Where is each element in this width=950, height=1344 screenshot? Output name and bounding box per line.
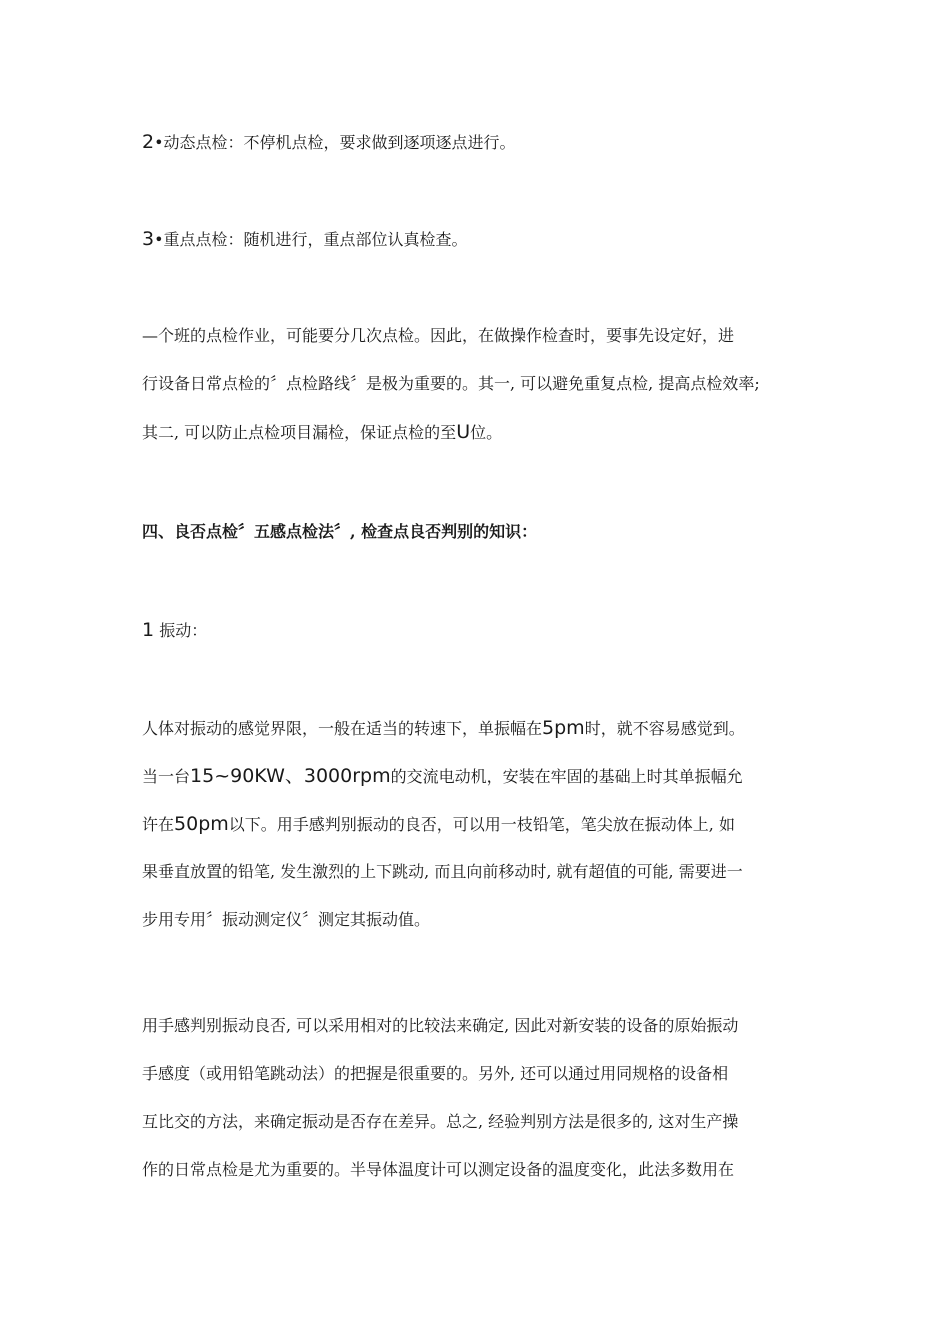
text-run: 其二, 可以防止点检项目漏检，保证点检的至 — [142, 423, 457, 442]
paragraph-line: 互比交的方法，来确定振动是否存在差异。总之, 经验判别方法是很多的, 这对生产操 — [142, 1112, 739, 1131]
text-run-latin: 15~90KW、3000rpm — [190, 765, 391, 787]
paragraph-line: 果垂直放置的铅笔, 发生激烈的上下跳动, 而且向前移动时, 就有超值的可能, 需要进一 — [142, 862, 743, 881]
paragraph-line — [142, 752, 822, 800]
section-heading — [142, 508, 822, 556]
text-run: 时，就不容易感觉到。 — [584, 719, 745, 738]
paragraph-line: 作的日常点检是尤为重要的。半导体温度计可以测定设备的温度变化，此法多数用在 — [142, 1160, 735, 1179]
subheading-vibration — [142, 606, 822, 654]
item-text: •重点点检：随机进行，重点部位认真检查。 — [154, 230, 468, 249]
item-text: •动态点检：不停机点检，要求做到逐项逐点进行。 — [154, 133, 516, 152]
text-run: 许在 — [142, 815, 175, 834]
text-run: 以下。用手感判别振动的良否，可以用一枝铅笔，笔尖放在振动体上, 如 — [228, 815, 735, 834]
text-run: 人体对振动的感觉界限，一般在适当的转速下，单振幅在 — [142, 719, 543, 738]
text-run-latin: 50pm — [174, 813, 229, 835]
paragraph-line: —个班的点检作业，可能要分几次点检。因此，在做操作检查时，要事先设定好，进 — [142, 326, 735, 345]
paragraph-line: 行设备日常点检的〞点检路线〞是极为重要的。其一, 可以避免重复点检, 提高点检效率; — [142, 374, 760, 393]
item-dynamic-inspection — [142, 118, 822, 166]
vibration-paragraph — [142, 704, 822, 944]
comparison-paragraph — [142, 1002, 822, 1194]
item-number: 3 — [142, 228, 155, 250]
subheading-text: 振动： — [159, 621, 208, 640]
text-run-latin: U — [456, 421, 471, 443]
item-key-inspection — [142, 215, 822, 263]
text-run: 位。 — [470, 423, 503, 442]
text-run: 当一台 — [142, 767, 191, 786]
inspection-route-paragraph — [142, 312, 822, 456]
section-heading-text: 四、良否点检〞五感点检法〞, 检查点良否判别的知识： — [142, 522, 538, 541]
paragraph-line — [142, 704, 822, 752]
paragraph-line: 手感度（或用铅笔跳动法）的把握是很重要的。另外, 还可以通过用同规格的设备相 — [142, 1064, 729, 1083]
text-run-latin: 5pm — [542, 717, 585, 739]
paragraph-line: 步用专用〞振动测定仪〞测定其振动值。 — [142, 910, 431, 929]
paragraph-line: 用手感判别振动良否, 可以采用相对的比较法来确定, 因此对新安装的设备的原始振动 — [142, 1016, 739, 1035]
subheading-number: 1 — [142, 619, 155, 641]
paragraph-line — [142, 800, 822, 848]
item-number: 2 — [142, 131, 155, 153]
text-run: 的交流电动机，安装在牢固的基础上时其单振幅允 — [390, 767, 743, 786]
paragraph-line — [142, 408, 822, 456]
